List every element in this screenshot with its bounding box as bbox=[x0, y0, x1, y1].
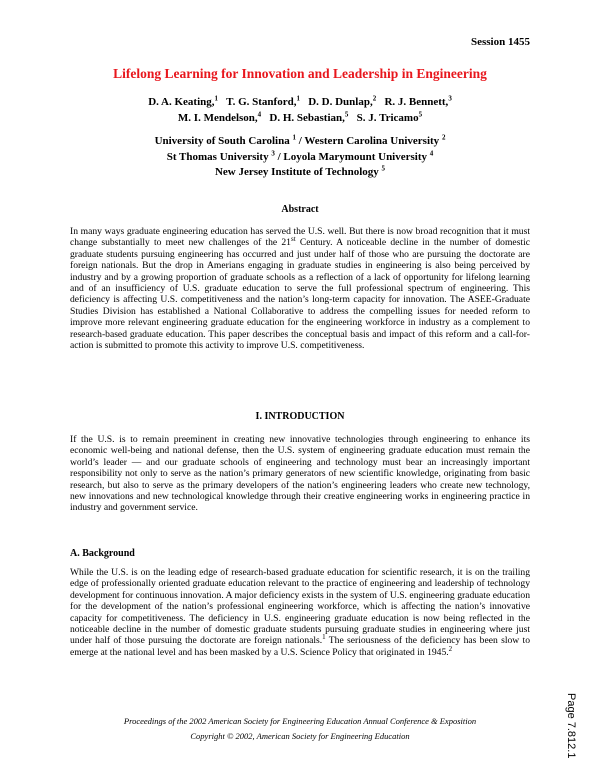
author-affil-mark: 2 bbox=[372, 94, 377, 103]
reference-mark: 2 bbox=[448, 644, 453, 653]
affiliation: New Jersey Institute of Technology bbox=[214, 166, 379, 178]
affiliation: / Western Carolina University bbox=[298, 135, 440, 147]
session-label: Session 1455 bbox=[471, 36, 530, 48]
author-line-2 bbox=[0, 110, 600, 126]
author: D. H. Sebastian, bbox=[269, 112, 345, 124]
ordinal-suffix: st bbox=[290, 235, 296, 244]
abstract-body bbox=[70, 226, 530, 351]
affiliation-mark: 4 bbox=[429, 148, 434, 157]
author-affil-mark: 5 bbox=[418, 110, 423, 119]
author-affil-mark: 5 bbox=[344, 110, 349, 119]
subsection-heading-background: A. Background bbox=[70, 548, 135, 559]
page-number: Page 7.812.1 bbox=[565, 693, 577, 759]
introduction-body: If the U.S. is to remain preeminent in creating new innovative technologies through engineering to enhance its economic well-being and national defense, then the U.S. system of engineering graduate education must remain the world’s leader — and our graduate schools of engineering and technology must bear an increasingly important responsibility not only to serve as the nation’s primary generators of new scientific knowledge, originating from basic research, but also to serve as the primary developers of the nation’s engineering leaders who create new technology, new innovations and new technological knowledge through their creative engineering works in engineering practice in industry and government service. bbox=[70, 434, 530, 514]
author-line-1 bbox=[0, 94, 600, 110]
footer-copyright: Copyright © 2002, American Society for Engineering Education bbox=[190, 731, 410, 741]
affiliation-list bbox=[0, 134, 600, 181]
author: S. J. Tricamo bbox=[356, 112, 419, 124]
author-affil-mark: 4 bbox=[257, 110, 262, 119]
affiliation-mark: 1 bbox=[292, 133, 296, 142]
author: T. G. Stanford, bbox=[226, 96, 297, 108]
affiliation-line-3 bbox=[0, 165, 600, 181]
abstract-heading: Abstract bbox=[281, 204, 319, 215]
abstract-text: In many ways graduate engineering education has served the U.S. well. But there is now broad recognition that it must change substantially to meet new challenges of the 21 bbox=[70, 226, 530, 249]
author: M. I. Mendelson, bbox=[177, 112, 258, 124]
affiliation-mark: 3 bbox=[271, 148, 275, 157]
affiliation: St Thomas University bbox=[166, 150, 269, 163]
author: D. D. Dunlap, bbox=[308, 96, 373, 108]
affiliation: University of South Carolina bbox=[154, 135, 290, 147]
abstract-text: Century. A noticeable decline in the number of domestic graduate students pursuing engineering has occurred and just under half of those who are pursuing the doctorate are foreign nationals. But the drop in Amerians engaging in graduate studies in engineering is also being perceived by industry and by a growing proportion of graduate schools as a reflection of a lack of opportunity for lifelong learning and of an insufficiency of U.S. graduate education to serve the full professional spectrum of engineering. This deficiency is affecting U.S. competitiveness and the nation’s long-term capacity for innovation. The ASEE-Graduate Studies Division has established a National Collaborative to address the compelling issues for needed reform to improve more relevant engineering graduate education for the engineering workforce in industry as a complement to research-based graduate education. This paper describes the conceptual basis and impact of this reform and a call-for-action is submitted to promote this activity to improve U.S. competitiveness. bbox=[70, 237, 531, 352]
affiliation-mark: 5 bbox=[381, 164, 386, 173]
author-list bbox=[0, 94, 600, 126]
affiliation: / Loyola Marymount University bbox=[277, 150, 428, 163]
paper-title: Lifelong Learning for Innovation and Leadership in Engineering bbox=[113, 66, 487, 81]
author-affil-mark: 1 bbox=[214, 94, 218, 103]
author-affil-mark: 1 bbox=[296, 94, 300, 103]
background-text: While the U.S. is on the leading edge of research-based graduate education for scientific research, it is on the trailing edge of professionally oriented graduate education relevant to the practice of engineering and leadership of technology development for continuous innovation. A major deficiency exists in the system of U.S. engineering graduate education for the development of the nation’s professional engineering workforce, which is affecting the nation’s innovative capacity for competitiveness. The deficiency in U.S. engineering graduate education is now being reflected in the noticeable decline in the number of domestic graduate students pursuing graduate studies in engineering where just under half of those pursuing the doctorate are foreign nationals. bbox=[70, 567, 530, 647]
affiliation-mark: 2 bbox=[441, 133, 446, 142]
reference-mark: 1 bbox=[322, 633, 326, 642]
background-body bbox=[70, 567, 530, 658]
footer-proceedings: Proceedings of the 2002 American Society for Engineering Education Annual Conference & Exposition bbox=[123, 716, 477, 726]
background-text: The seriousness of the deficiency has been slow to emerge at the national level and has been masked by a U.S. Science Policy that originated in 1945. bbox=[70, 635, 530, 658]
author: R. J. Bennett, bbox=[384, 96, 449, 108]
author: D. A. Keating, bbox=[148, 96, 215, 108]
author-affil-mark: 3 bbox=[448, 94, 452, 103]
section-heading-introduction: I. INTRODUCTION bbox=[255, 411, 345, 422]
affiliation-line-1 bbox=[0, 134, 600, 150]
affiliation-line-2 bbox=[0, 150, 600, 166]
